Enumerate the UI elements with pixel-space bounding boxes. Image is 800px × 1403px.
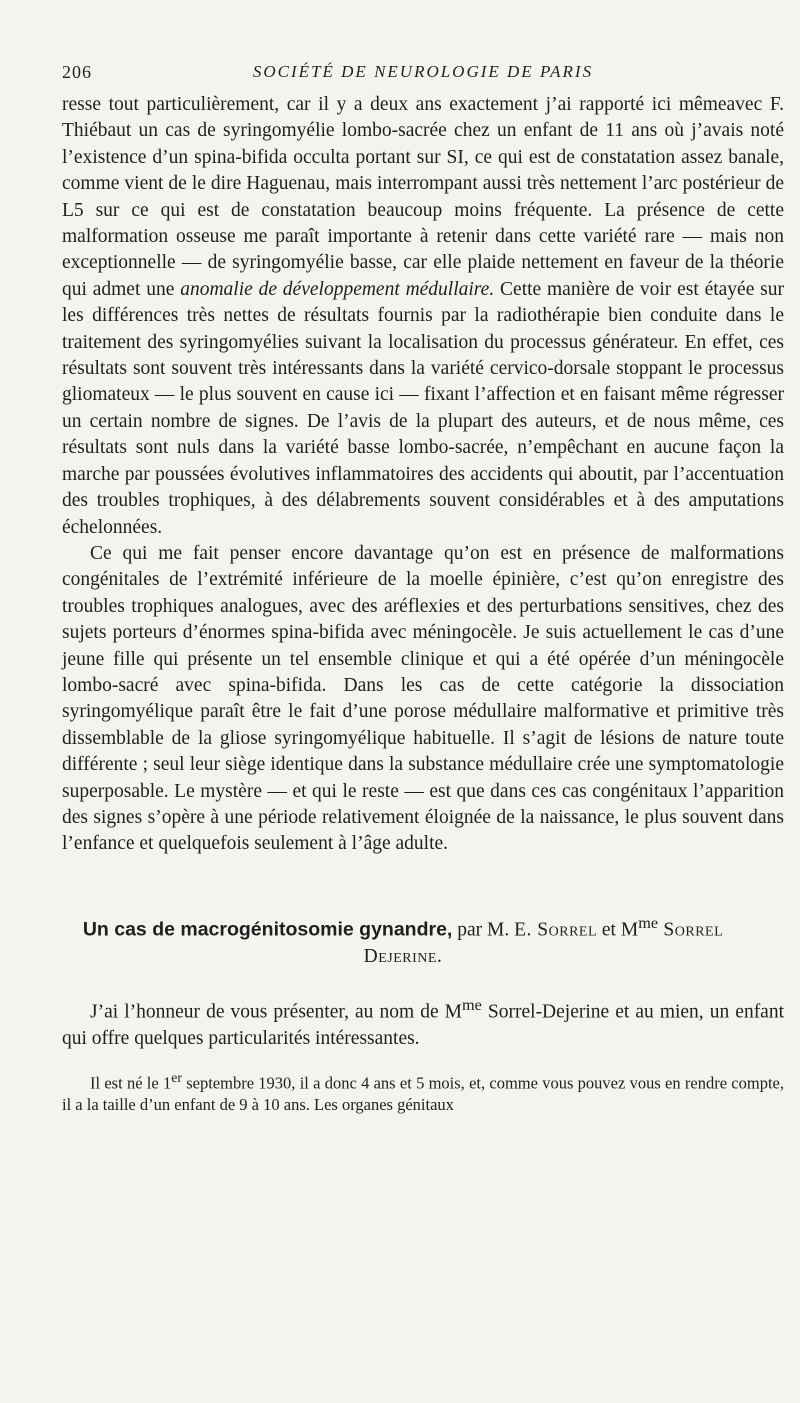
paragraph-1-text-a: resse tout particulièrement, car il y a deux ans exactement j’ai rapporté ici mêmeavec F. Thiébaut un cas de syringomyélie lombo-sacrée chez un enfant de 11 ans où j’avais noté l’existence d’un spina-bifida occulta portant sur SI, ce qui est de constatation assez banale, comme vient de le dire Haguenau, mais interrompant aussi très nettement l’arc postérieur de L5 sur ce qui est de constatation beaucoup moins fréquente. La présence de cette malformation osseuse me paraît importante à retenir dans cette variété rare — mais non exceptionnelle — de syringomyélie basse, car elle plaide nettement en faveur de la théorie qui admet une	[62, 94, 784, 300]
paragraph-3	[62, 992, 784, 1052]
paragraph-4-text-b: septembre 1930, il a donc 4 ans et 5 mois, et, comme vous pouvez vous en rendre compte, il a la taille d’un enfant de 9 à 10 ans. Les organes génitaux	[62, 1073, 784, 1115]
paragraph-4-text-a: Il est né le 1	[90, 1073, 172, 1093]
page-number: 206	[62, 62, 92, 82]
article-heading	[62, 910, 784, 971]
paragraph-1	[62, 92, 784, 541]
article-title: Un cas de macrogénitosomie gynandre,	[82, 918, 453, 941]
author-2-title: M	[620, 919, 639, 941]
page-header	[62, 62, 784, 88]
author-1: E. Sorrel	[514, 919, 598, 941]
article-by: par M.	[452, 919, 515, 941]
paragraph-2: Ce qui me fait penser encore davantage qu’on est en présence de malformations congénitales de l’extrémité inférieure de la moelle épinière, c’est qu’on enregistre des troubles trophiques analogues, avec des aréflexies et des perturbations sensitives, chez des sujets porteurs d’énormes spina-bifida avec méningocèle. Je suis actuellement le cas d’une jeune fille qui présente un tel ensemble clinique et qui a été opérée d’un méningocèle lombo-sacré avec spina-bifida. Dans les cas de cette catégorie la dissociation syringomyélique paraît être le fait d’une porose médullaire malformative et primitive très dissemblable de la gliose syringomyélique habituelle. Il s’agit de lésions de nature toute différente ; seul leur siège identique dans la substance médullaire crée une symptomatologie superposable. Le mystère — et qui le reste — est que dans ces cas congénitaux l’apparition des signes s’opère à une période relativement éloignée de la naissance, le plus souvent dans l’enfance et quelquefois seulement à l’âge adulte.	[62, 542, 784, 855]
author-2-title-sup: me	[638, 913, 659, 932]
running-title: SOCIÉTÉ DE NEUROLOGIE DE PARIS	[252, 62, 594, 81]
author-2: Sorrel Dejerine.	[363, 919, 724, 968]
paragraph-1-italic: anomalie de développement médullaire.	[180, 278, 495, 300]
page	[62, 62, 784, 1116]
paragraph-3-sup: me	[462, 996, 482, 1015]
paragraph-3-text-b: Sorrel-Dejerine et au mien, un enfant qui offre quelques particularités intéressantes.	[62, 1001, 785, 1050]
article-and: et	[597, 919, 621, 941]
paragraph-3-text-a: J’ai l’honneur de vous présenter, au nom de M	[90, 1001, 462, 1023]
paragraph-1-text-b: Cette manière de voir est étayée sur les différences très nettes de résultats fournis par la radiothérapie bien conduite dans le traitement des syringomyélies suivant la localisation du processus générateur. En effet, ces résultats sont souvent très intéressants dans la variété cervico-dorsale stoppant le processus gliomateux — le plus souvent en cause ici — fixant l’affection et en faisant même régresser un certain nombre de signes. De l’avis de la plupart des auteurs, et de nous même, ces résultats sont nuls dans la variété basse lombo-sacrée, n’empêchant en aucune façon la marche par poussées évolutives inflammatoires des accidents qui aboutit, par l’accentuation des troubles trophiques, à des délabrements souvent considérables et à des amputations échelonnées.	[62, 278, 785, 538]
paragraph-4	[62, 1067, 784, 1117]
paragraph-4-sup: er	[171, 1069, 182, 1085]
